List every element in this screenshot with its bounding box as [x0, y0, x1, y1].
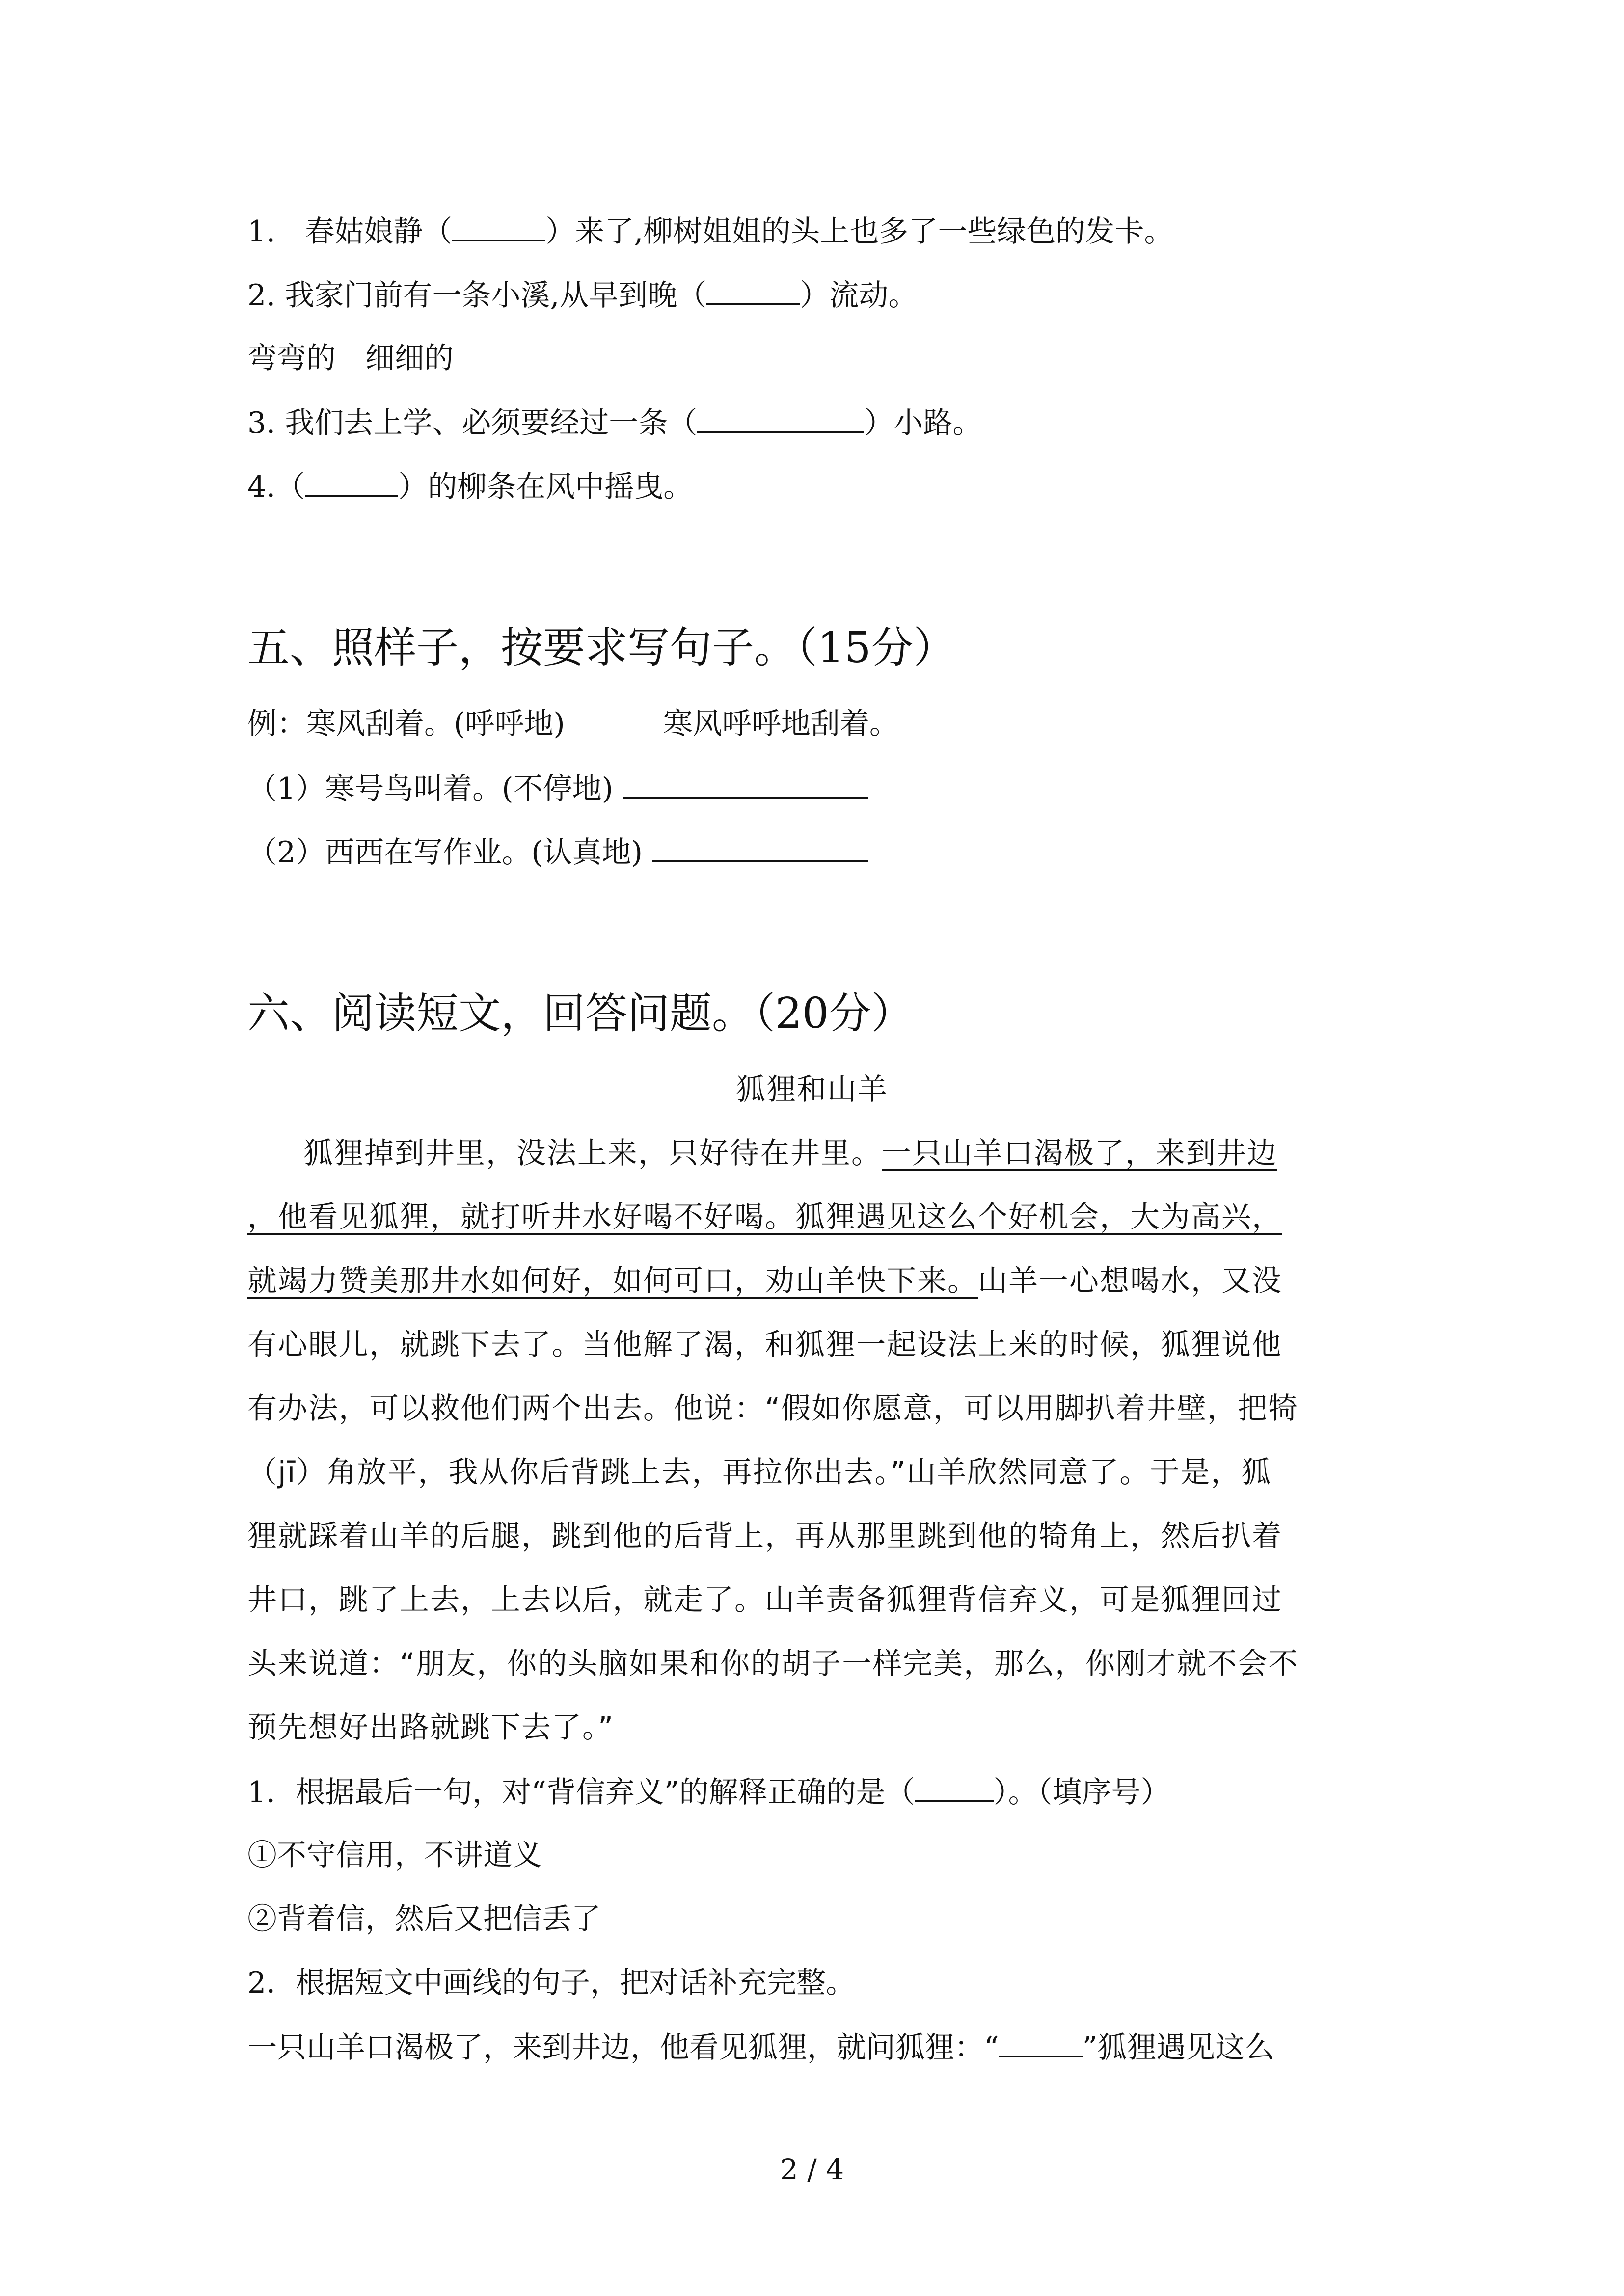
section-6-heading: 六、阅读短文，回答问题。（20分）: [247, 989, 914, 1038]
underlined-sentence: 一只山羊口渴极了，来到井边: [882, 1136, 1277, 1171]
s6-option-2: ②背着信，然后又把信丢了: [247, 1902, 601, 1936]
word-option-2: 细细的: [365, 341, 454, 375]
s6-question-1: 1．根据最后一句，对“背信弃义”的解释正确的是（ ）。（填序号）: [247, 1772, 1170, 1812]
answer-blank[interactable]: [305, 466, 398, 497]
passage-line-10: 预先想好出路就跳下去了。”: [247, 1710, 615, 1745]
passage-line-1: 狐狸掉到井里，没法上来，只好待在井里。一只山羊口渴极了，来到井边: [303, 1136, 1277, 1171]
answer-blank[interactable]: [706, 275, 800, 305]
answer-blank[interactable]: [452, 211, 545, 241]
passage-title: 狐狸和山羊: [736, 1072, 888, 1107]
s4-word-options: [247, 339, 454, 378]
answer-line[interactable]: [652, 832, 868, 862]
passage-line-8: 井口，跳了上去，上去以后，就走了。山羊责备狐狸背信弃义，可是狐狸回过: [247, 1583, 1282, 1617]
word-option-1: 弯弯的: [247, 341, 336, 375]
s4-question-4: 4.（ ）的柳条在风中摇曳。: [247, 466, 693, 507]
section-5-heading: 五、照样子，按要求写句子。（15分）: [247, 623, 956, 672]
underlined-sentence: ，他看见狐狸，就打听井水好喝不好喝。狐狸遇见这么个好机会，大为高兴，: [247, 1200, 1282, 1234]
s5-question-1: （1）寒号鸟叫着。(不停地): [247, 768, 868, 808]
passage-line-7: 狸就踩着山羊的后腿，跳到他的后背上，再从那里跳到他的犄角上，然后扒着: [247, 1519, 1282, 1553]
s6-option-1: ①不守信用，不讲道义: [247, 1838, 542, 1872]
answer-blank[interactable]: [915, 1772, 994, 1802]
passage-line-2: [247, 1198, 1282, 1237]
s6-question-2-line: 一只山羊口渴极了，来到井边，他看见狐狸，就问狐狸：“ ”狐狸遇见这么: [247, 2027, 1274, 2067]
underlined-sentence: 就竭力赞美那井水如何好，如何可口，劝山羊快下来。: [247, 1264, 978, 1298]
s5-question-2: （2）西西在写作业。(认真地): [247, 832, 868, 872]
s5-example: 例：寒风刮着。(呼呼地) 寒风呼呼地刮着。: [247, 707, 899, 741]
passage-line-5: 有办法，可以救他们两个出去。他说：“假如你愿意，可以用脚扒着井壁，把犄: [247, 1391, 1299, 1426]
s4-question-2: 2. 我家门前有一条小溪,从早到晚（ ）流动。: [247, 275, 918, 315]
page-number: 2 / 4: [780, 2153, 844, 2186]
passage-line-6: （jī）角放平，我从你后背跳上去，再拉你出去。”山羊欣然同意了。于是，狐: [247, 1455, 1272, 1490]
passage-line-9: 头来说道：“朋友，你的头脑如果和你的胡子一样完美，那么，你刚才就不会不: [247, 1647, 1299, 1681]
answer-line[interactable]: [623, 768, 868, 799]
passage-line-3: 就竭力赞美那井水如何好，如何可口，劝山羊快下来。山羊一心想喝水，又没: [247, 1264, 1282, 1298]
s4-question-3: 3. 我们去上学、必须要经过一条（ ）小路。: [247, 402, 982, 443]
s4-question-1: 1. 春姑娘静（ ）来了,柳树姐姐的头上也多了一些绿色的发卡。: [247, 211, 1173, 251]
answer-blank[interactable]: [697, 402, 864, 433]
passage-line-4: 有心眼儿，就跳下去了。当他解了渴，和狐狸一起设法上来的时候，狐狸说他: [247, 1328, 1282, 1362]
answer-blank[interactable]: [999, 2027, 1083, 2057]
s6-question-2: 2．根据短文中画线的句子，把对话补充完整。: [247, 1966, 856, 2000]
